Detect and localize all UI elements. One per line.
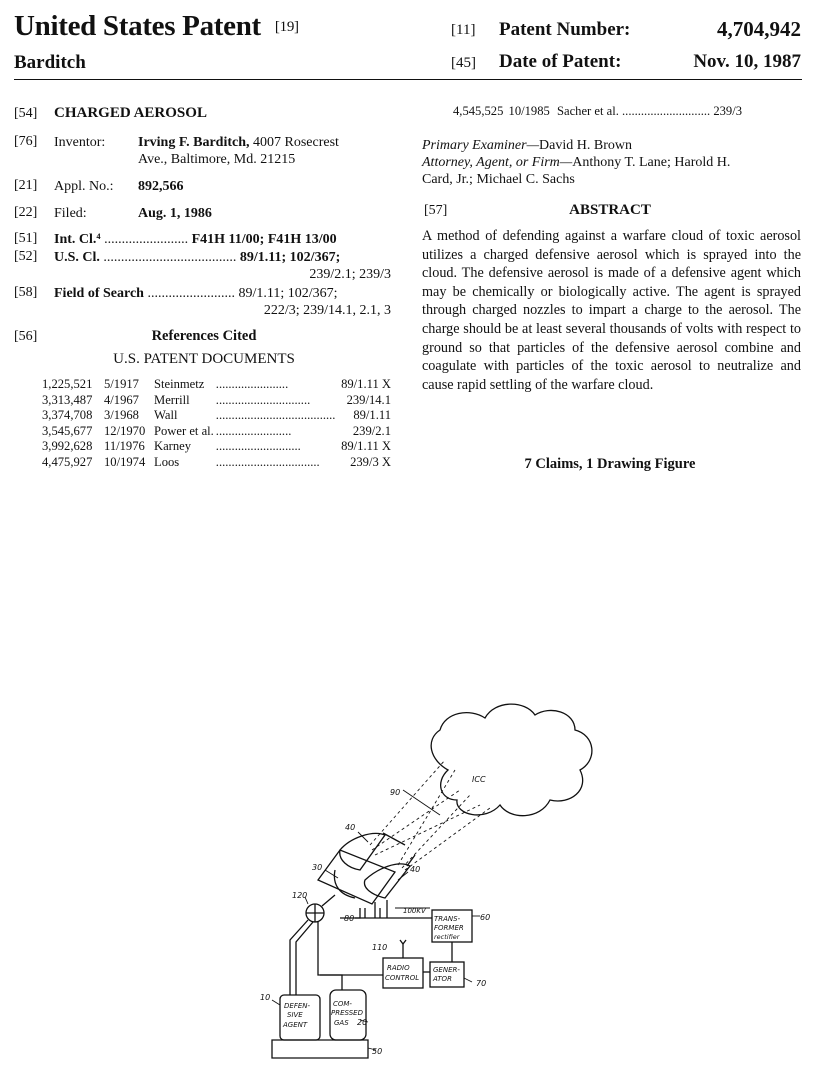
label-70: 70 xyxy=(476,979,487,988)
field-value-1: 89/1.11; 102/367; xyxy=(238,286,338,301)
abstract-heading: ABSTRACT xyxy=(569,202,651,218)
patent-number-label: Patent Number: xyxy=(499,19,631,40)
base-50 xyxy=(272,1040,368,1058)
ref-cont-number: 4,545,525 xyxy=(453,104,504,118)
ref-cont-class: 239/3 xyxy=(713,104,743,118)
claims-count: 7 Claims, 1 Drawing Figure xyxy=(524,456,696,472)
inventor-address-1: 4007 Rosecrest xyxy=(253,135,339,150)
ref-dots: ................................. xyxy=(215,454,320,469)
uscl-code: [52] xyxy=(14,249,38,264)
invention-title: CHARGED AEROSOL xyxy=(54,105,207,121)
ref-dots: ....................... xyxy=(215,377,289,391)
intcl-dots: ........................ xyxy=(104,232,189,247)
ref-class: 239/2.1 xyxy=(352,423,391,438)
toxic-cloud xyxy=(431,704,592,816)
agent-label-3: AGENT xyxy=(283,1021,308,1029)
patent-title-text: United States Patent xyxy=(14,10,261,42)
radio-label-2: CONTROL xyxy=(385,974,420,982)
ref-dots: .............................. xyxy=(215,392,311,407)
appl-code: [21] xyxy=(14,178,38,193)
label-40b: 40 xyxy=(410,865,421,874)
refs-subheading: U.S. PATENT DOCUMENTS xyxy=(113,351,295,367)
transformer-label-1: TRANS- xyxy=(434,915,461,923)
label-voltage: 100KV xyxy=(403,907,426,915)
ref-name: Loos xyxy=(154,454,180,469)
uscl-value-2: 239/2.1; 239/3 xyxy=(309,267,391,282)
label-90: 90 xyxy=(390,788,401,797)
ref-name: Karney xyxy=(154,439,192,453)
attorney-names-1: Anthony T. Lane; Harold H. xyxy=(572,155,731,170)
filed-code: [22] xyxy=(14,205,38,220)
ref-cont-name: Sacher et al. xyxy=(556,104,619,118)
ref-date: 11/1976 xyxy=(104,439,145,453)
ref-number: 3,545,677 xyxy=(42,423,93,438)
appl-number: 892,566 xyxy=(138,179,184,194)
nozzle-upper xyxy=(340,833,385,870)
ref-name: Wall xyxy=(154,408,178,422)
ref-name: Merrill xyxy=(154,392,190,407)
appl-label: Appl. No.: xyxy=(54,179,114,194)
transformer-label-2: FORMER xyxy=(434,924,464,932)
label-20: 20 xyxy=(357,1018,368,1027)
field-code: [58] xyxy=(14,285,38,300)
pipe-agent xyxy=(290,920,313,995)
attorney-names-2: Card, Jr.; Michael C. Sachs xyxy=(422,172,575,187)
ref-class: 239/14.1 xyxy=(346,392,391,407)
refs-code: [56] xyxy=(14,329,38,344)
leader-90 xyxy=(403,790,440,815)
ref-date: 4/1967 xyxy=(104,392,139,407)
label-cloud: ICC xyxy=(472,775,486,784)
transformer-label-3: rectifier xyxy=(434,933,460,941)
filed-label: Filed: xyxy=(54,206,87,221)
inventor-code: [76] xyxy=(14,134,38,149)
ref-dots: ...................................... xyxy=(215,408,336,422)
agent-label-1: DEFEN- xyxy=(284,1002,311,1010)
ref-date: 12/1970 xyxy=(104,423,146,438)
nozzle-housing xyxy=(318,850,395,904)
title-code: [54] xyxy=(14,106,38,121)
ref-class: 89/1.11 xyxy=(353,408,391,422)
label-120: 120 xyxy=(292,891,308,900)
label-10: 10 xyxy=(260,993,271,1002)
ref-date: 10/1974 xyxy=(104,454,146,469)
ref-cont-date: 10/1985 xyxy=(508,104,550,118)
filed-date: Aug. 1, 1986 xyxy=(138,206,212,221)
patent-number-code: [11] xyxy=(451,22,476,38)
radio-control-box xyxy=(383,958,423,988)
gas-label-1: COM- xyxy=(333,1000,352,1008)
ref-number: 3,992,628 xyxy=(42,439,93,453)
uscl-dots: ...................................... xyxy=(103,250,237,265)
intcl-value: F41H 11/00; F41H 13/00 xyxy=(191,232,337,247)
ref-date: 5/1917 xyxy=(104,377,139,391)
uscl-label: U.S. Cl. xyxy=(54,250,100,265)
gas-label-3: GAS xyxy=(334,1019,349,1027)
examiner-name: David H. Brown xyxy=(539,138,632,153)
ref-cont-dots: ............................ xyxy=(622,104,711,118)
ref-class: 89/1.11 X xyxy=(341,377,391,391)
field-value-2: 222/3; 239/14.1, 2.1, 3 xyxy=(263,303,391,318)
inventor-name: Irving F. Barditch, xyxy=(138,135,250,150)
intcl-label: Int. Cl.⁴ xyxy=(54,232,101,247)
inventor-label: Inventor: xyxy=(54,135,106,150)
agent-label-2: SIVE xyxy=(287,1011,303,1019)
label-30: 30 xyxy=(312,863,323,872)
patent-title-code: [19] xyxy=(274,19,299,35)
uscl-value-1: 89/1.11; 102/367; xyxy=(239,250,341,265)
gas-label-2: PRESSED xyxy=(331,1009,363,1017)
nozzle-body xyxy=(334,870,355,898)
intcl-code: [51] xyxy=(14,231,38,246)
date-label: Date of Patent: xyxy=(499,51,622,72)
date-code: [45] xyxy=(451,55,476,71)
generator-label-1: GENER- xyxy=(433,966,460,974)
ref-number: 3,313,487 xyxy=(42,392,93,407)
ref-number: 4,475,927 xyxy=(42,454,93,469)
ref-number: 1,225,521 xyxy=(42,377,93,391)
label-110: 110 xyxy=(372,943,388,952)
inventor-address-2: Ave., Baltimore, Md. 21215 xyxy=(138,152,296,167)
ref-name: Power et al. xyxy=(154,423,214,438)
radio-label-1: RADIO xyxy=(387,964,410,972)
examiner-label: Primary Examiner— xyxy=(422,138,540,153)
patent-number: 4,704,942 xyxy=(717,17,801,41)
label-60: 60 xyxy=(480,913,491,922)
field-label: Field of Search xyxy=(54,286,144,301)
attorney-label: Attorney, Agent, or Firm— xyxy=(422,155,573,170)
ref-class: 239/3 X xyxy=(350,454,391,469)
ref-dots: ........................ xyxy=(215,423,292,438)
inventor-surname: Barditch xyxy=(14,52,86,73)
label-50: 50 xyxy=(372,1047,383,1056)
patent-date: Nov. 10, 1987 xyxy=(693,51,801,72)
abstract-code: [57] xyxy=(424,203,448,218)
generator-label-2: ATOR xyxy=(433,975,452,983)
ref-date: 3/1968 xyxy=(104,408,139,422)
refs-heading: References Cited xyxy=(151,328,257,344)
pipe-gas xyxy=(318,922,342,990)
abstract-text: A method of defending against a warfare cloud of toxic aerosol utilizes a charged defensive aerosol which is sprayed into the cloud. The defensive aerosol is made of a defensive agent which may be chemically or biologically active. The agent is sprayed through charged nozzles to impart a charge to the aerosol. The charge should be at least several thousands of volts with respect to ground so that particles of the defensive aerosol combine and coagulate with particles of the toxic aerosol to neutralize and cause rapid settling of the warfare cloud. xyxy=(422,228,801,393)
ref-number: 3,374,708 xyxy=(42,408,93,422)
field-dots: ......................... xyxy=(147,286,235,301)
wire-80 xyxy=(355,908,380,918)
label-40a: 40 xyxy=(345,823,356,832)
label-80: 80 xyxy=(344,914,355,923)
ref-class: 89/1.11 X xyxy=(341,439,391,453)
ref-dots: ........................... xyxy=(215,439,301,453)
ref-name: Steinmetz xyxy=(154,377,205,391)
